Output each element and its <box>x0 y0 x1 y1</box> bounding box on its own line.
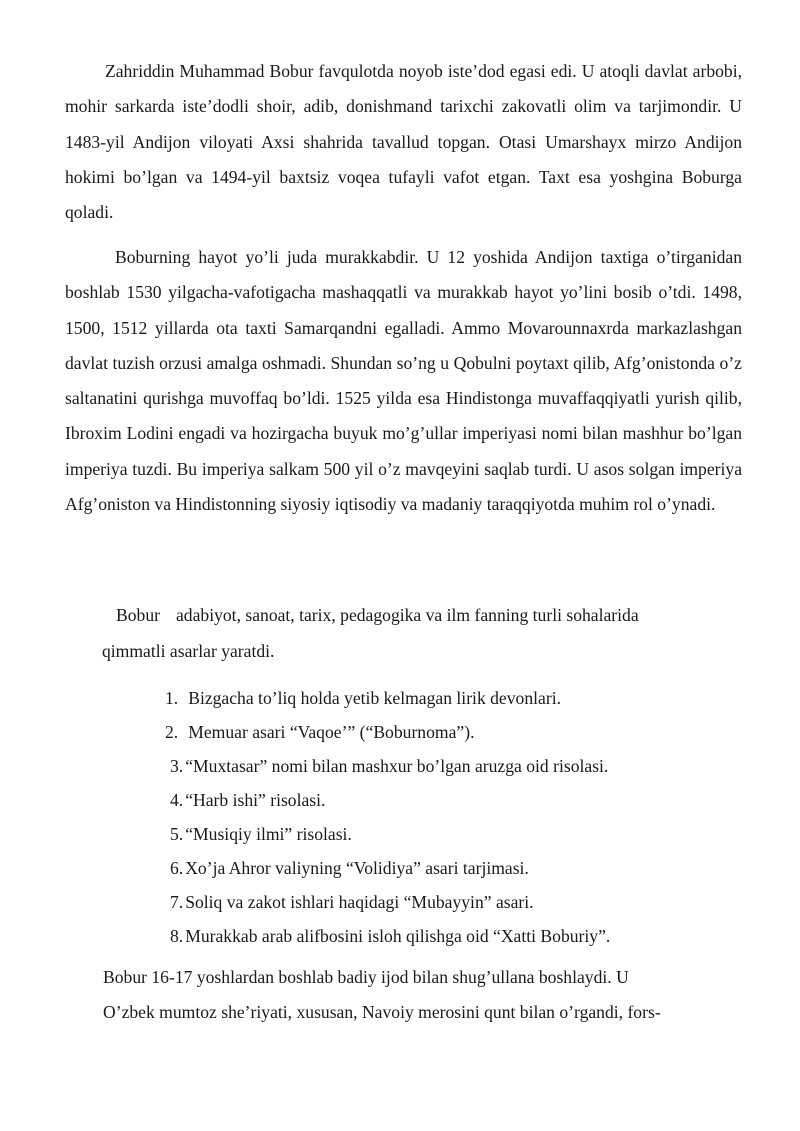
works-list-item <box>165 682 561 715</box>
paragraph-creative-work-line-1: Bobur 16-17 yoshlardan boshlab badiy ijod bilan shug’ullana boshlaydi. U <box>103 967 629 987</box>
works-list-item-number: 4. <box>170 790 184 810</box>
works-list-item <box>170 886 534 919</box>
works-list-item-text: “Harb ishi” risolasi. <box>185 790 326 810</box>
works-list-item <box>170 750 608 783</box>
works-list-item-text: Bizgacha to’liq holda yetib kelmagan lirik devonlari. <box>188 688 561 708</box>
works-list-item-number: 5. <box>170 824 184 844</box>
works-intro-rest: adabiyot, sanoat, tarix, pedagogika va ilm fanning turli sohalarida <box>175 605 639 625</box>
works-list-item-text: “Muxtasar” nomi bilan mashxur bo’lgan aruzga oid risolasi. <box>185 756 609 776</box>
paragraph-works-intro-line-1 <box>116 598 639 633</box>
works-list-item <box>170 784 325 817</box>
paragraph-intro: Zahriddin Muhammad Bobur favqulotda noyob iste’dod egasi edi. U atoqli davlat arbobi, mohir sarkarda iste’dodli shoir, adib, donishmand tarixchi zakovatli olim va tarjimondir. U 1483-yil Andijon viloyati Axsi shahrida tavallud topgan. Otasi Umarshayx mirzo Andijon hokimi bo’lgan va 1494-yil baxtsiz voqea tufayli vafot etgan. Taxt esa yoshgina Boburga qoladi. <box>65 61 742 223</box>
works-list-item-text: Soliq va zakot ishlari haqidagi “Mubayyin” asari. <box>185 892 534 912</box>
works-list-item <box>170 818 352 851</box>
works-list-item-text: Memuar asari “Vaqoe’” (“Boburnoma”). <box>188 722 475 742</box>
works-list-item-number: 2. <box>165 722 179 742</box>
works-list-item-text: Murakkab arab alifbosini isloh qilishga oid “Xatti Boburiy”. <box>185 926 611 946</box>
works-list-item-number: 3. <box>170 756 184 776</box>
works-list-item <box>170 920 610 953</box>
paragraph-life-path: Boburning hayot yo’li juda murakkabdir. U 12 yoshida Andijon taxtiga o’tirganidan boshlab 1530 yilgacha-vafotigacha mashaqqatli va murakkab hayot yo’lini bosib o’tdi. 1498, 1500, 1512 yillarda ota taxti Samarqandni egalladi. Ammo Movarounnaxrda markazlashgan davlat tuzish orzusi amalga oshmadi. Shundan so’ng u Qobulni poytaxt qilib, Afg’onistonda o’z saltanatini qurishga muvoffaq bo’ldi. 1525 yilda esa Hindistonga muvaffaqqiyatli yurish qilib, Ibroxim Lodini engadi va hozirgacha buyuk mo’g’ullar imperiyasi nomi bilan mashhur bo’lgan imperiya tuzdi. Bu imperiya salkam 500 yil o’z mavqeyini saqlab turdi. U asos solgan imperiya Afg’oniston va Hindistonning siyosiy iqtisodiy va madaniy taraqqiyotda muhim rol o’ynadi. <box>65 247 742 515</box>
works-list-item <box>165 716 474 749</box>
works-list-item-text: Xo’ja Ahror valiyning “Volidiya” asari tarjimasi. <box>185 858 529 878</box>
paragraph-works-intro-line-2: qimmatli asarlar yaratdi. <box>102 641 275 661</box>
works-list-item-text: “Musiqiy ilmi” risolasi. <box>185 824 352 844</box>
works-intro-subject: Bobur <box>116 605 160 625</box>
works-list-item-number: 7. <box>170 892 184 912</box>
works-list-item-number: 8. <box>170 926 184 946</box>
works-list-item-number: 1. <box>165 688 179 708</box>
paragraph-creative-work <box>65 960 742 1034</box>
works-list-item-number: 6. <box>170 858 184 878</box>
paragraph-creative-work-line-2: O’zbek mumtoz she’riyati, xususan, Navoiy merosini qunt bilan o’rgandi, fors- <box>103 1002 661 1023</box>
works-list-item <box>170 852 529 885</box>
